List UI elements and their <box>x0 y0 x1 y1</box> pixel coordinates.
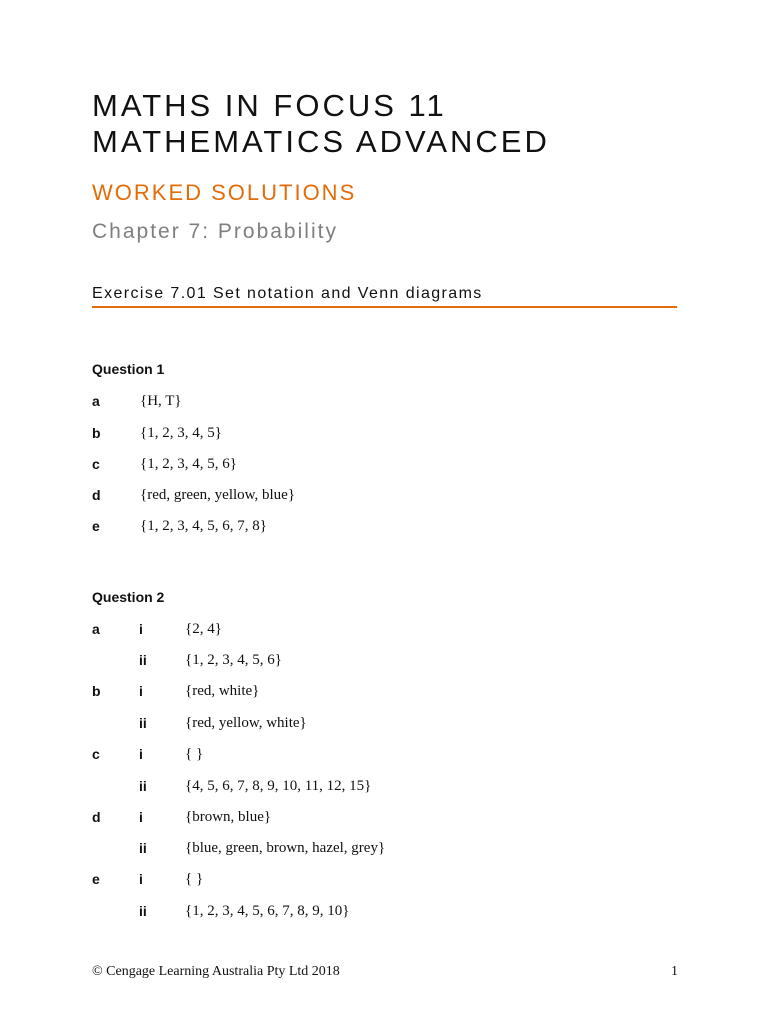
question-1-row-d <box>0 487 768 507</box>
part-label: a <box>92 621 100 637</box>
part-label: d <box>92 809 101 825</box>
question-2-row-a-i <box>0 621 768 641</box>
answer-text: {brown, blue} <box>185 809 272 825</box>
subpart-label: ii <box>139 903 147 919</box>
question-2-row-e-i <box>0 871 768 891</box>
part-label: e <box>92 871 100 887</box>
worked-solutions-subtitle: WORKED SOLUTIONS <box>92 180 357 205</box>
exercise-divider <box>92 306 677 308</box>
part-label: b <box>92 425 101 441</box>
question-2-row-c-i <box>0 746 768 766</box>
subpart-label: i <box>139 683 143 699</box>
question-2-row-d-ii <box>0 840 768 860</box>
subpart-label: i <box>139 809 143 825</box>
subpart-label: i <box>139 871 143 887</box>
answer-text: { } <box>185 871 204 887</box>
part-label: a <box>92 393 100 409</box>
chapter-heading: Chapter 7: Probability <box>92 220 338 243</box>
answer-text: {red, yellow, white} <box>185 715 307 731</box>
question-1-heading: Question 1 <box>92 361 165 377</box>
question-2-row-b-i <box>0 683 768 703</box>
answer-text: {1, 2, 3, 4, 5, 6, 7, 8} <box>140 518 267 534</box>
answer-text: {H, T} <box>140 393 182 409</box>
question-2-row-c-ii <box>0 778 768 798</box>
answer-text: {red, white} <box>185 683 260 699</box>
answer-text: {1, 2, 3, 4, 5} <box>140 425 222 441</box>
part-label: d <box>92 487 101 503</box>
subpart-label: ii <box>139 840 147 856</box>
question-2-row-b-ii <box>0 715 768 735</box>
question-2-row-e-ii <box>0 903 768 923</box>
answer-text: {blue, green, brown, hazel, grey} <box>185 840 386 856</box>
question-1-row-e <box>0 518 768 538</box>
answer-text: {red, green, yellow, blue} <box>140 487 296 503</box>
subpart-label: ii <box>139 778 147 794</box>
subpart-label: ii <box>139 715 147 731</box>
subpart-label: ii <box>139 652 147 668</box>
exercise-heading: Exercise 7.01 Set notation and Venn diagrams <box>92 285 483 302</box>
answer-text: {4, 5, 6, 7, 8, 9, 10, 11, 12, 15} <box>185 778 372 794</box>
question-1-row-c <box>0 456 768 476</box>
question-2-row-a-ii <box>0 652 768 672</box>
question-2-row-d-i <box>0 809 768 829</box>
answer-text: {2, 4} <box>185 621 222 637</box>
answer-text: {1, 2, 3, 4, 5, 6, 7, 8, 9, 10} <box>185 903 350 919</box>
question-1-row-a <box>0 393 768 413</box>
part-label: e <box>92 518 100 534</box>
subpart-label: i <box>139 621 143 637</box>
subpart-label: i <box>139 746 143 762</box>
copyright-footer: © Cengage Learning Australia Pty Ltd 2018 <box>92 964 340 979</box>
answer-text: {1, 2, 3, 4, 5, 6} <box>140 456 237 472</box>
page-number: 1 <box>671 964 678 979</box>
part-label: c <box>92 456 100 472</box>
answer-text: { } <box>185 746 204 762</box>
part-label: c <box>92 746 100 762</box>
book-title-line-1: MATHS IN FOCUS 11 <box>92 88 447 123</box>
question-2-heading: Question 2 <box>92 589 165 605</box>
answer-text: {1, 2, 3, 4, 5, 6} <box>185 652 282 668</box>
part-label: b <box>92 683 101 699</box>
question-1-row-b <box>0 425 768 445</box>
book-title-line-2: MATHEMATICS ADVANCED <box>92 124 550 159</box>
